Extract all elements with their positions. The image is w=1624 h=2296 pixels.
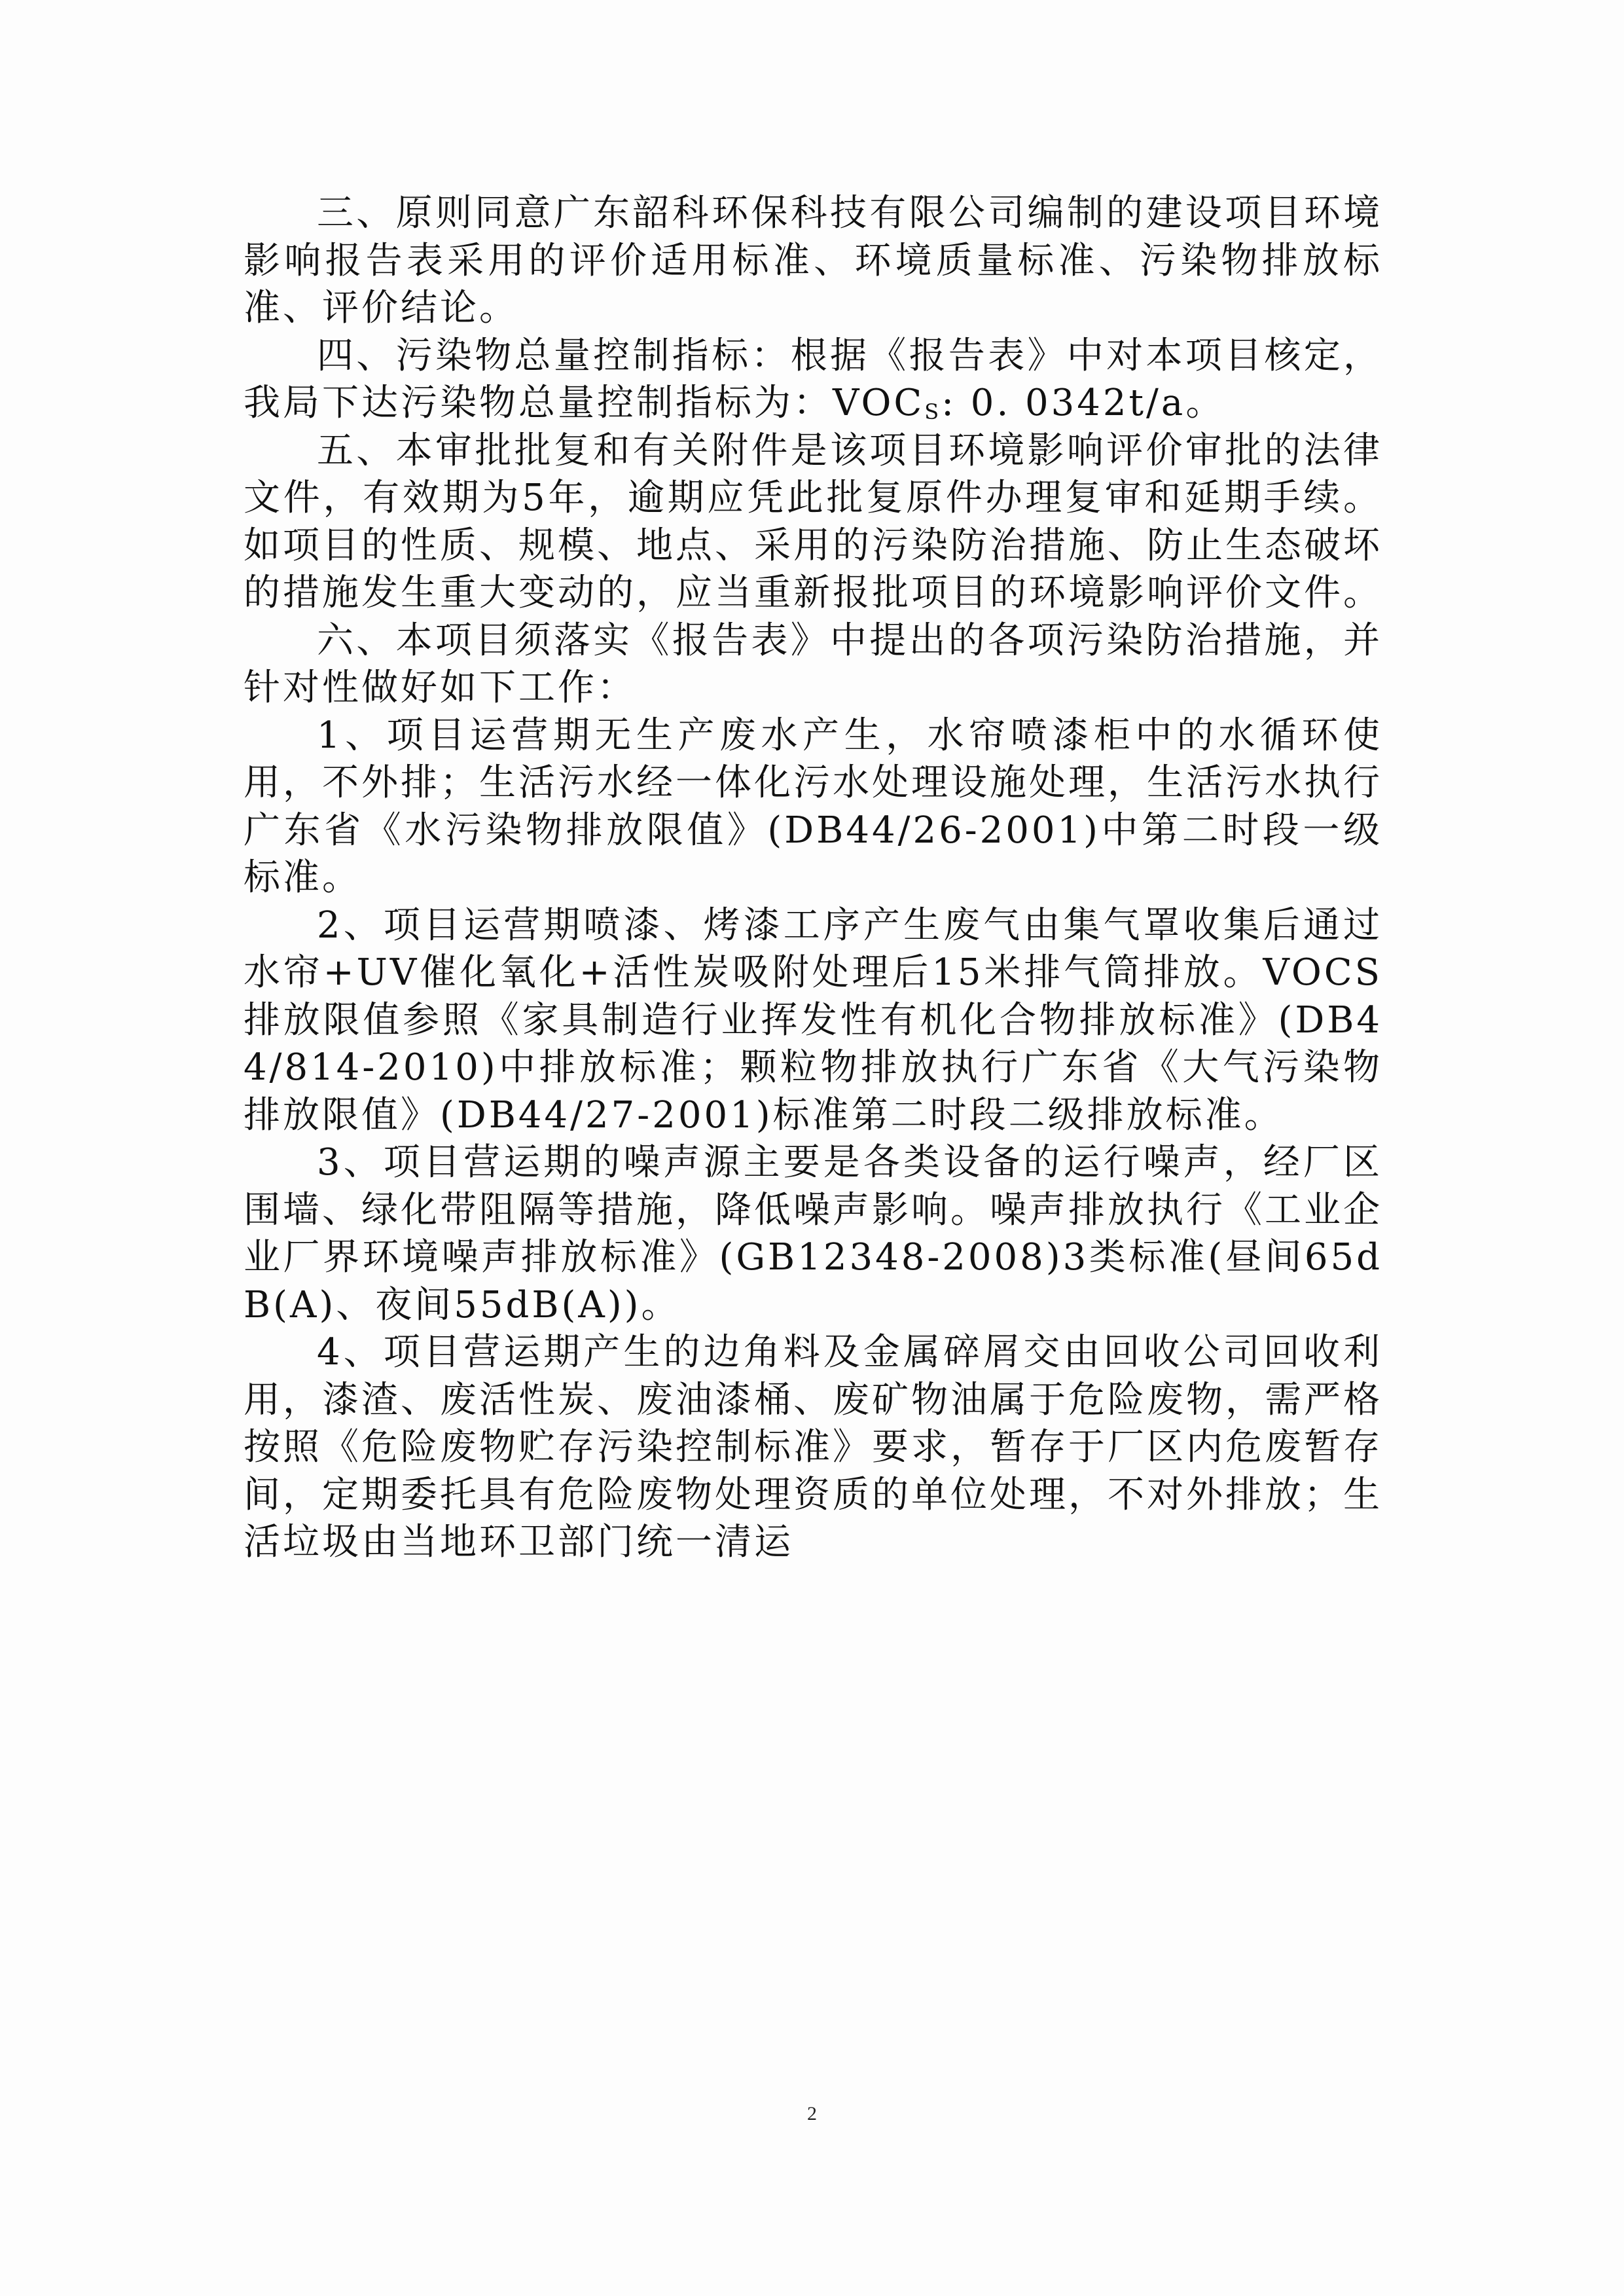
item-4-solid-waste: 4、项目营运期产生的边角料及金属碎屑交由回收公司回收利用，漆渣、废活性炭、废油漆桶、废矿物油属于危险废物，需严格按照《危险废物贮存污染控制标准》要求，暂存于厂区内危废暂存间，定期委托具有危险废物处理资质的单位处理，不对外排放；生活垃圾由当地环卫部门统一清运 — [244, 1331, 1382, 1563]
document-body — [244, 190, 1382, 1567]
paragraph-4-subscript: S — [924, 399, 942, 424]
item-3-noise: 3、项目营运期的噪声源主要是各类设备的运行噪声，经厂区围墙、绿化带阻隔等措施，降低噪声影响。噪声排放执行《工业企业厂界环境噪声排放标准》(GB12348-2008)3类标准(昼间65dB(A)、夜间55dB(A))。 — [244, 1141, 1382, 1326]
paragraph-4-text-before: 四、污染物总量控制指标：根据《报告表》中对本项目核定，我局下达污染物总量控制指标为：VOC — [244, 334, 1382, 424]
paragraph-4-pollutant-quota — [244, 333, 1382, 428]
item-1-wastewater: 1、项目运营期无生产废水产生，水帘喷漆柜中的水循环使用，不外排；生活污水经一体化污水处理设施处理，生活污水执行广东省《水污染物排放限值》(DB44/26-2001)中第二时段一级标准。 — [244, 714, 1382, 899]
paragraph-5-approval-validity: 五、本审批批复和有关附件是该项目环境影响评价审批的法律文件，有效期为5年，逾期应凭此批复原件办理复审和延期手续。如项目的性质、规模、地点、采用的污染防治措施、防止生态破坏的措施发生重大变动的，应当重新报批项目的环境影响评价文件。 — [244, 429, 1382, 614]
page-number: 2 — [807, 2103, 817, 2124]
paragraph-6-pollution-measures: 六、本项目须落实《报告表》中提出的各项污染防治措施，并针对性做好如下工作： — [244, 619, 1382, 709]
item-2-exhaust-gas: 2、项目运营期喷漆、烤漆工序产生废气由集气罩收集后通过水帘+UV催化氧化+活性炭吸附处理后15米排气筒排放。VOCS排放限值参照《家具制造行业挥发性有机化合物排放标准》(DB44/814-2010)中排放标准；颗粒物排放执行广东省《大气污染物排放限值》(DB44/27-2001)标准第二时段二级排放标准。 — [244, 903, 1382, 1137]
paragraph-3-evaluation-standards: 三、原则同意广东韶科环保科技有限公司编制的建设项目环境影响报告表采用的评价适用标准、环境质量标准、污染物排放标准、评价结论。 — [244, 192, 1382, 329]
paragraph-4-text-after: : 0. 0342t/a。 — [941, 382, 1225, 424]
